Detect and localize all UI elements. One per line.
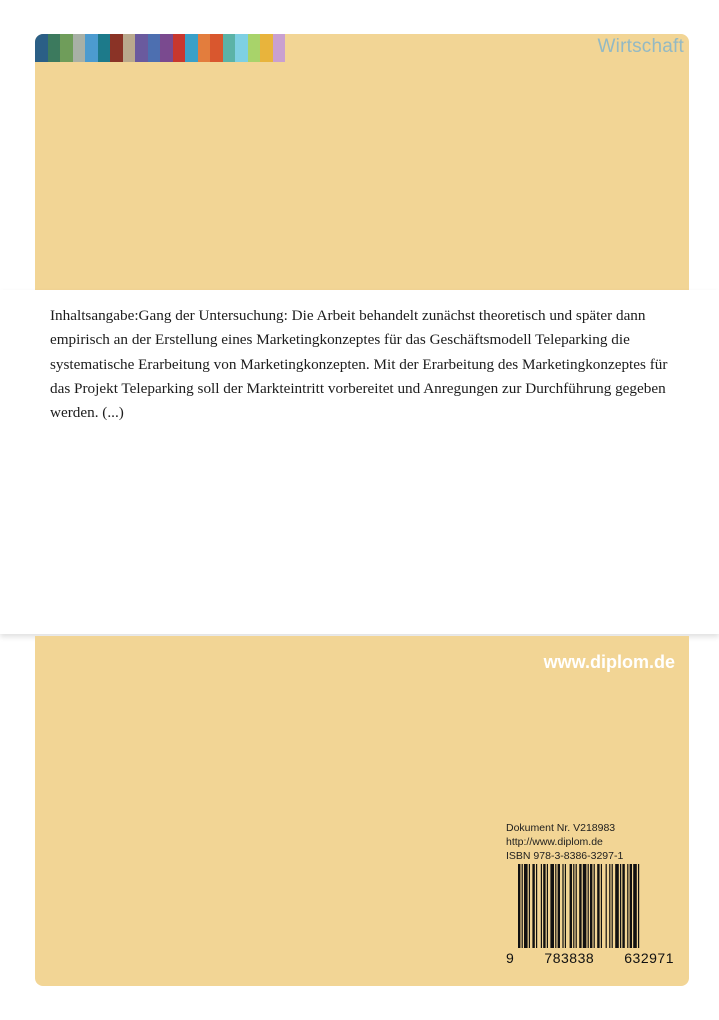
color-stripe xyxy=(123,34,136,62)
color-stripe xyxy=(260,34,273,62)
barcode-bar xyxy=(615,864,619,948)
description-text: Inhaltsangabe:Gang der Untersuchung: Die Arbeit behandelt zunächst theoretisch und später dann empirisch an der Erstellung eines Marketingkonzeptes für das Geschäftsmodell Teleparking die systematische Erarbeitung von Marketingkonzepten. Mit der Erarbeitung des Marketingkonzeptes für das Projekt Teleparking soll der Markteintritt vorbereitet und Anregungen zur Durchführung gegeben werden. (...) xyxy=(50,307,668,422)
color-stripe xyxy=(148,34,161,62)
barcode-bar xyxy=(547,864,548,948)
color-stripe xyxy=(160,34,173,62)
barcode-digits xyxy=(506,950,674,966)
color-stripe xyxy=(198,34,211,62)
barcode-bar xyxy=(532,864,534,948)
color-stripe xyxy=(235,34,248,62)
barcode-bars xyxy=(506,864,674,952)
color-stripe xyxy=(223,34,236,62)
barcode-bar xyxy=(620,864,621,948)
color-stripe xyxy=(210,34,223,62)
cover-bottom-panel xyxy=(35,636,689,986)
barcode-bar xyxy=(562,864,563,948)
barcode-bar xyxy=(630,864,632,948)
barcode-bar xyxy=(576,864,577,948)
color-stripe xyxy=(248,34,261,62)
barcode-digit-group: 9 xyxy=(506,950,515,966)
barcode-bar xyxy=(597,864,599,948)
barcode-bar xyxy=(583,864,587,948)
barcode-bar xyxy=(590,864,592,948)
color-stripe xyxy=(85,34,98,62)
barcode-bar xyxy=(627,864,628,948)
barcode-bar xyxy=(522,864,523,948)
barcode-bar xyxy=(518,864,520,948)
color-stripe xyxy=(110,34,123,62)
color-stripe xyxy=(48,34,61,62)
category-label: Wirtschaft xyxy=(597,36,684,57)
barcode-bar xyxy=(609,864,610,948)
barcode-bar xyxy=(565,864,566,948)
barcode-bar xyxy=(594,864,595,948)
document-url[interactable]: http://www.diplom.de xyxy=(506,836,603,848)
document-info xyxy=(506,821,623,863)
barcode-bar xyxy=(543,864,545,948)
barcode-bar xyxy=(612,864,613,948)
color-stripe xyxy=(185,34,198,62)
barcode-bar xyxy=(638,864,639,948)
barcode-bar xyxy=(570,864,572,948)
barcode-bar xyxy=(558,864,560,948)
color-stripe xyxy=(98,34,111,62)
barcode-bar xyxy=(536,864,537,948)
barcode-bar xyxy=(524,864,528,948)
barcode-bar xyxy=(601,864,602,948)
barcode-digit-group: 783838 xyxy=(544,950,595,966)
barcode-digit-group: 632971 xyxy=(624,950,674,966)
barcode-bar xyxy=(555,864,556,948)
publisher-website[interactable]: www.diplom.de xyxy=(543,652,675,672)
barcode-bar xyxy=(588,864,589,948)
color-stripe xyxy=(60,34,73,62)
barcode xyxy=(506,864,674,968)
color-stripe xyxy=(135,34,148,62)
barcode-bar xyxy=(633,864,637,948)
color-stripe xyxy=(73,34,86,62)
barcode-bar xyxy=(622,864,624,948)
barcode-bar xyxy=(579,864,581,948)
color-stripe xyxy=(273,34,286,62)
barcode-bar xyxy=(529,864,530,948)
color-stripe xyxy=(173,34,186,62)
color-stripe xyxy=(35,34,48,62)
color-stripes xyxy=(35,34,285,62)
document-number: Dokument Nr. V218983 xyxy=(506,822,616,834)
barcode-bar xyxy=(541,864,542,948)
cover-top-panel xyxy=(35,34,689,290)
barcode-bar xyxy=(573,864,574,948)
barcode-bar xyxy=(550,864,554,948)
isbn: ISBN 978-3-8386-3297-1 xyxy=(506,850,624,862)
barcode-bar xyxy=(606,864,607,948)
